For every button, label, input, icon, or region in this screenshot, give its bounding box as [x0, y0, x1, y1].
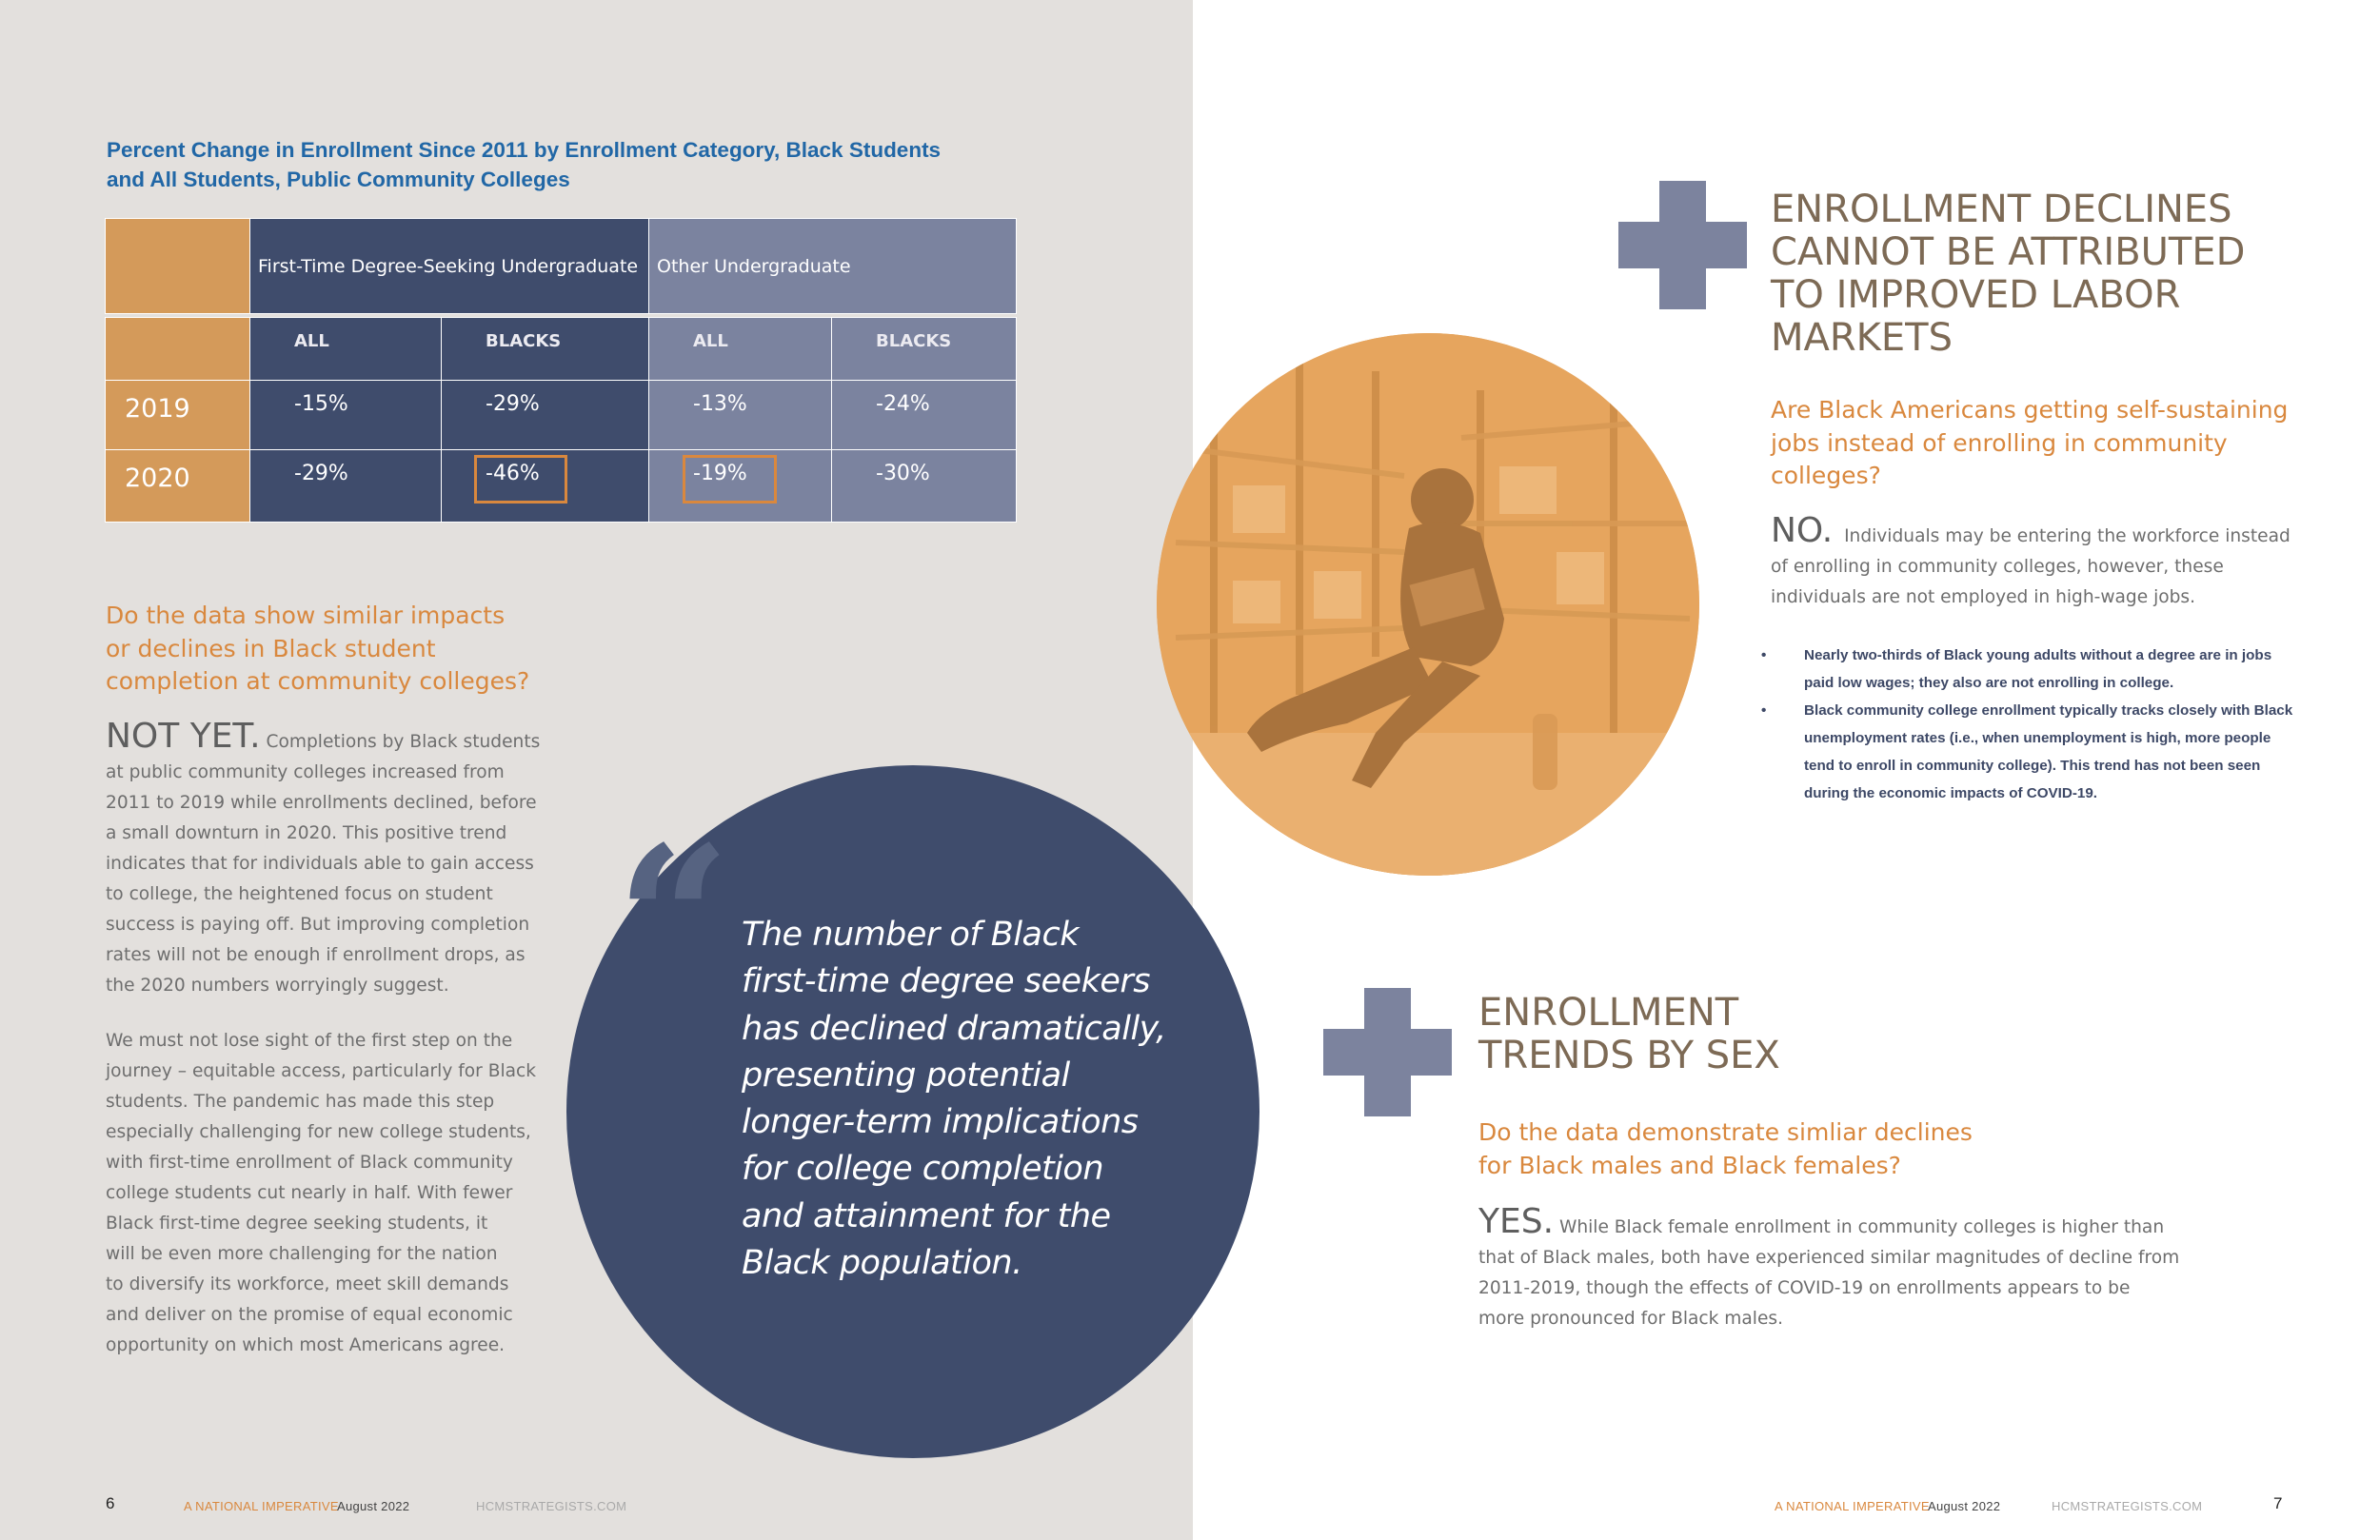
page-number-left: 6: [106, 1494, 115, 1512]
footer-date-right: August 2022: [1928, 1499, 2001, 1513]
completion-lead: NOT YET.: [106, 717, 261, 756]
completion-paragraph-1: [106, 717, 658, 1001]
sex-body: [1478, 1202, 2202, 1334]
labor-bullet-line: tend to enroll in community college). This trend has not been seen: [1804, 758, 2261, 774]
cell-2020-blacks-first-time: -46%: [441, 449, 650, 523]
sex-line: more pronounced for Black males.: [1478, 1309, 1783, 1329]
completion-line: rates will not be enough if enrollment drops, as: [106, 945, 526, 965]
labor-bullet: [1761, 642, 2294, 697]
sex-first-line: [1478, 1202, 2202, 1243]
cell-2019-all-other: -13%: [648, 380, 833, 451]
sex-heading-line: TRENDS BY SEX: [1478, 1034, 1780, 1077]
sex-heading: [1478, 992, 2012, 1077]
labor-heading: [1771, 188, 2304, 360]
pull-quote-line: The number of Black: [742, 916, 1080, 954]
completion-line: indicates that for individuals able to gain access: [106, 854, 534, 874]
completion-line: especially challenging for new college students,: [106, 1122, 531, 1142]
labor-question-line: colleges?: [1771, 462, 1881, 489]
labor-lead: NO.: [1771, 511, 1834, 550]
labor-bullet: [1761, 697, 2294, 807]
table-title: [107, 135, 982, 194]
completion-line: the 2020 numbers worryingly suggest.: [106, 976, 449, 996]
pull-quote-line: has declined dramatically,: [742, 1009, 1166, 1048]
completion-first-line: [106, 717, 658, 758]
pull-quote-line: Black population.: [742, 1244, 1022, 1283]
sex-lead: YES.: [1478, 1202, 1555, 1241]
completion-line: and deliver on the promise of equal economic: [106, 1305, 513, 1325]
footer-publication-left: A NATIONAL IMPERATIVE: [184, 1499, 339, 1513]
footer-website-right[interactable]: HCMSTRATEGISTS.COM: [2052, 1499, 2203, 1513]
labor-question-line: jobs instead of enrolling in community: [1771, 428, 2228, 457]
enrollment-table: [105, 218, 1017, 523]
labor-question-line: Are Black Americans getting self-sustaining: [1771, 396, 2289, 424]
sex-question: [1478, 1116, 2050, 1182]
cell-2020-all-first-time: -29%: [249, 449, 443, 523]
completion-question-line: or declines in Black student: [106, 634, 436, 662]
labor-body: [1771, 511, 2332, 613]
pull-quote-line: for college completion: [742, 1150, 1104, 1189]
labor-first-line: [1771, 511, 2332, 552]
cell-2019-blacks-other: -24%: [831, 380, 1017, 451]
row-year-2019: 2019: [105, 380, 251, 451]
labor-heading-line: MARKETS: [1771, 316, 1953, 360]
highlight-box-blacks-2020: [474, 455, 567, 503]
labor-bullet-line: during the economic impacts of COVID-19.: [1804, 785, 2098, 801]
labor-heading-line: ENROLLMENT DECLINES: [1771, 188, 2232, 231]
labor-question: [1771, 394, 2304, 493]
row-year-2020: 2020: [105, 449, 251, 523]
photo-student-reading: [1157, 333, 1699, 876]
completion-line: Completions by Black students: [260, 732, 541, 752]
pull-quote-line: longer-term implications: [742, 1103, 1139, 1142]
completion-line: to diversify its workforce, meet skill demands: [106, 1274, 509, 1294]
completion-line: journey – equitable access, particularly for Black: [106, 1061, 537, 1081]
table-corner-cell: [105, 218, 251, 314]
sex-line: 2011-2019, though the effects of COVID-19 on enrollments appears to be: [1478, 1278, 2131, 1298]
plus-icon: [1618, 181, 1747, 309]
completion-question-line: Do the data show similar impacts: [106, 602, 506, 629]
plus-icon: [1323, 988, 1452, 1116]
cell-2019-all-first-time: -15%: [249, 380, 443, 451]
labor-bullet-line: unemployment rates (i.e., when unemployment is high, more people: [1804, 730, 2271, 746]
pull-quote-line: first-time degree seekers: [742, 962, 1150, 1001]
completion-line: 2011 to 2019 while enrollments declined, before: [106, 793, 537, 813]
completion-line: Black first-time degree seeking students, it: [106, 1214, 488, 1234]
page-number-right: 7: [2273, 1494, 2283, 1512]
completion-line: at public community colleges increased from: [106, 762, 505, 782]
pull-quote-line: and attainment for the: [742, 1196, 1111, 1235]
labor-bullet-line: • Black community college enrollment typically tracks closely with Black: [1804, 702, 2293, 719]
completion-question-line: completion at community colleges?: [106, 667, 530, 695]
table-corner-cell-2: [105, 317, 251, 382]
completion-line: opportunity on which most Americans agree.: [106, 1335, 506, 1355]
sub-header-blacks-other: BLACKS: [831, 317, 1017, 382]
table-title-line-1: Percent Change in Enrollment Since 2011 by Enrollment Category, Black Students: [107, 138, 942, 162]
completion-line: will be even more challenging for the nation: [106, 1244, 498, 1264]
completion-line: with first-time enrollment of Black community: [106, 1153, 513, 1173]
sex-line: that of Black males, both have experienced similar magnitudes of decline from: [1478, 1248, 2180, 1268]
labor-line: individuals are not employed in high-wage jobs.: [1771, 587, 2196, 607]
sub-header-blacks-first-time: BLACKS: [441, 317, 650, 382]
table-title-line-2: and All Students, Public Community Colleges: [107, 168, 570, 191]
pull-quote: [742, 912, 1180, 1287]
sub-header-all-other: ALL: [648, 317, 833, 382]
completion-question: [106, 600, 601, 699]
labor-bullet-list: [1761, 642, 2294, 807]
sub-header-all-first-time: ALL: [249, 317, 443, 382]
footer-publication-right: A NATIONAL IMPERATIVE: [1775, 1499, 1930, 1513]
cell-2019-blacks-first-time: -29%: [441, 380, 650, 451]
labor-heading-line: TO IMPROVED LABOR: [1771, 273, 2181, 317]
pull-quote-line: presenting potential: [742, 1056, 1070, 1095]
labor-bullet-line: • Nearly two-thirds of Black young adults without a degree are in jobs: [1804, 647, 2272, 663]
group-header-other: Other Undergraduate: [648, 218, 1017, 314]
labor-heading-line: CANNOT BE ATTRIBUTED: [1771, 230, 2246, 274]
sex-question-line: Do the data demonstrate simliar declines: [1478, 1118, 1973, 1146]
cell-2020-all-other: -19%: [648, 449, 833, 523]
labor-line: of enrolling in community colleges, however, these: [1771, 557, 2224, 577]
completion-line: We must not lose sight of the first step on the: [106, 1031, 513, 1051]
completion-line: students. The pandemic has made this step: [106, 1092, 495, 1112]
completion-line: a small downturn in 2020. This positive trend: [106, 823, 507, 843]
group-header-first-time: First-Time Degree-Seeking Undergraduate: [249, 218, 650, 314]
highlight-box-other-all-2020: [683, 455, 777, 503]
sex-line: While Black female enrollment in community colleges is higher than: [1554, 1217, 2165, 1237]
sex-question-line: for Black males and Black females?: [1478, 1151, 1901, 1179]
completion-line: success is paying off. But improving completion: [106, 915, 530, 935]
quote-mark-icon: “: [616, 802, 731, 1037]
sex-heading-line: ENROLLMENT: [1478, 991, 1739, 1035]
labor-line: Individuals may be entering the workforce instead: [1833, 526, 2291, 546]
warehouse-photo-illustration: [1157, 333, 1699, 876]
labor-bullet-line: paid low wages; they also are not enrolling in college.: [1804, 675, 2174, 691]
completion-line: college students cut nearly in half. With fewer: [106, 1183, 513, 1203]
footer-website-left[interactable]: HCMSTRATEGISTS.COM: [476, 1499, 627, 1513]
footer-date-left: August 2022: [337, 1499, 410, 1513]
completion-line: to college, the heightened focus on student: [106, 884, 493, 904]
cell-2020-blacks-other: -30%: [831, 449, 1017, 523]
